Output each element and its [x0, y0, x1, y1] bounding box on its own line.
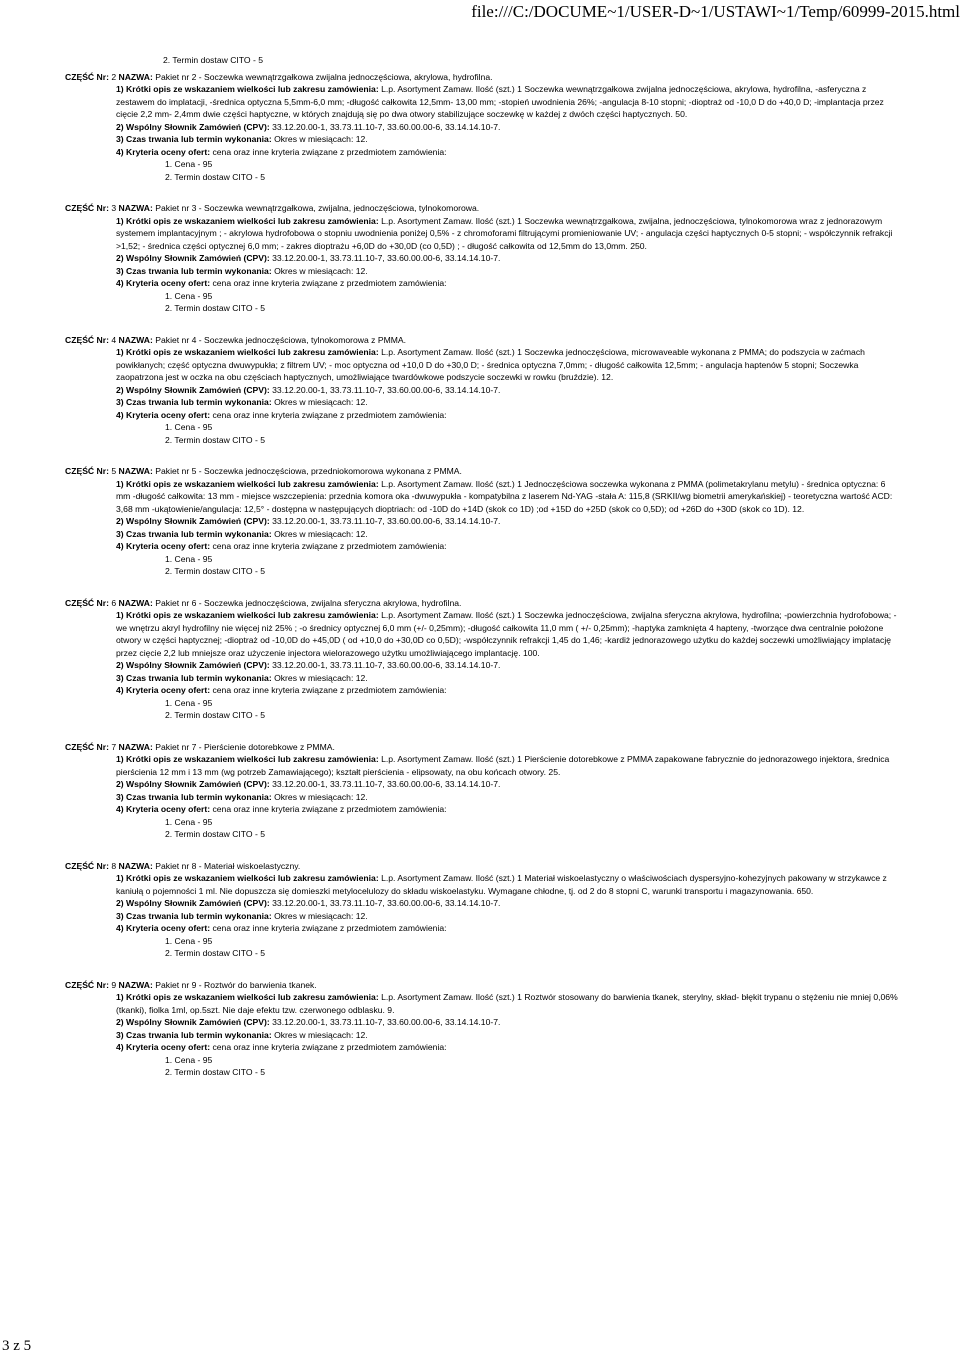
section-part-4: [0, 334, 960, 447]
duration-value: Okres w miesiącach: 12.: [274, 1029, 368, 1040]
criterion-delivery: 2. Termin dostaw CITO - 5: [165, 710, 265, 720]
cpv-label: 2) Wspólny Słownik Zamówień (CPV):: [116, 384, 270, 395]
part-label: CZĘŚĆ Nr:: [65, 466, 109, 476]
part-number: 7: [111, 741, 117, 752]
section-heading: [0, 979, 960, 992]
part-label: CZĘŚĆ Nr:: [65, 71, 109, 82]
criteria-label: 4) Kryteria oceny ofert:: [116, 146, 211, 157]
criteria-label: 4) Kryteria oceny ofert:: [116, 278, 211, 288]
criteria-value: cena oraz inne kryteria związane z przedmiotem zamówienia:: [212, 804, 447, 814]
criterion-delivery: 2. Termin dostaw CITO - 5: [165, 566, 265, 576]
description-row: [0, 478, 960, 516]
section-heading: [0, 71, 960, 84]
section-heading: [0, 202, 960, 215]
part-number: 2: [111, 71, 117, 82]
criteria-value: cena oraz inne kryteria związane z przedmiotem zamówienia:: [212, 1042, 447, 1052]
description-label: 1) Krótki opis ze wskazaniem wielkości lub zakresu zamówienia:: [116, 992, 379, 1002]
duration-row: [0, 265, 960, 278]
cpv-label: 2) Wspólny Słownik Zamówień (CPV):: [116, 516, 270, 526]
duration-value: Okres w miesiącach: 12.: [274, 528, 368, 539]
top-criteria-line: 2. Termin dostaw CITO - 5: [163, 55, 263, 65]
name-label: NAZWA:: [118, 860, 153, 871]
cpv-codes: 33.12.20.00-1, 33.73.11.10-7, 33.60.00.00-6, 33.14.14.10-7.: [272, 253, 501, 263]
criteria-label: 4) Kryteria oceny ofert:: [116, 409, 211, 420]
description-label: 1) Krótki opis ze wskazaniem wielkości lub zakresu zamówienia:: [116, 610, 379, 620]
description-text: L.p. Asortyment Zamaw. Ilość (szt.) 1 Jednoczęściowa soczewka wykonana z PMMA (polimetakrylanu metylu) - średnica optyczna: 6 mm -długość całkowita: 13 mm - miejsce wszczepienia: przednia komora oka -dwuwypukła - kompatybilna z laserem Nd-YAG -stała A: 115,8 (SRKII/wg biometrii amerykańskiej) - teoretyczna wartość ACD: 3,68 mm -ukątowienie/angulacja: 12,5° - dostępna w następujących dioptriach: od -10D do +14D (skok co 1D) ;od +15D do +25D (skok co 0,5D); od +26D do +30D (skok co 1D). 12.: [116, 478, 893, 514]
section-heading: [0, 741, 960, 754]
cpv-codes: 33.12.20.00-1, 33.73.11.10-7, 33.60.00.00-6, 33.14.14.10-7.: [272, 660, 501, 670]
part-label: CZĘŚĆ Nr:: [65, 203, 109, 213]
part-name: Pakiet nr 7 - Pierścienie dotorebkowe z PMMA.: [155, 741, 335, 752]
duration-row: [0, 528, 960, 541]
cpv-codes: 33.12.20.00-1, 33.73.11.10-7, 33.60.00.00-6, 33.14.14.10-7.: [272, 384, 501, 395]
description-text: L.p. Asortyment Zamaw. Ilość (szt.) 1 Soczewka wewnątrzgałkowa, zwijalna, jednoczęściowa, tylnokomorowa wraz z jednorazowym systemem implantacyjnym ; - akrylowa hydrofobowa o stopniu uwodnienia poniżej 0,5% - z chromoforami filtrującymi promieniowanie UV; - angulacja części haptycznych 0-5 stopni; - współczynnik refrakcji >1,52; - średnica części optycznej 6,0 mm; - zakres dioptrażu +6,0D do +30,0D (co 0,5D) ; - długość całkowita od 12,5mm do 13,0mm. 250.: [116, 215, 893, 251]
criterion-delivery: 2. Termin dostaw CITO - 5: [165, 303, 265, 313]
section-part-5: [0, 465, 960, 578]
part-number: 5: [111, 466, 117, 476]
duration-value: Okres w miesiącach: 12.: [274, 265, 368, 276]
duration-row: [0, 672, 960, 685]
part-label: CZĘŚĆ Nr:: [65, 860, 109, 871]
part-number: 8: [111, 860, 117, 871]
duration-label: 3) Czas trwania lub termin wykonania:: [116, 1029, 272, 1040]
description-label: 1) Krótki opis ze wskazaniem wielkości lub zakresu zamówienia:: [116, 215, 379, 226]
duration-row: [0, 791, 960, 804]
cpv-row: [0, 659, 960, 672]
description-row: [0, 215, 960, 253]
criterion-price: 1. Cena - 95: [165, 935, 213, 946]
duration-value: Okres w miesiącach: 12.: [274, 397, 368, 407]
part-number: 3: [111, 203, 117, 213]
criteria-label: 4) Kryteria oceny ofert:: [116, 685, 211, 695]
part-label: CZĘŚĆ Nr:: [65, 741, 109, 752]
name-label: NAZWA:: [118, 979, 153, 990]
section-part-9: [0, 979, 960, 1079]
cpv-label: 2) Wspólny Słownik Zamówień (CPV):: [116, 898, 270, 908]
duration-label: 3) Czas trwania lub termin wykonania:: [116, 910, 272, 921]
cpv-row: [0, 778, 960, 791]
section-heading: [0, 597, 960, 610]
description-text: L.p. Asortyment Zamaw. Ilość (szt.) 1 Roztwór stosowany do barwienia tkanek, sterylny, skład- błękit trypanu o stężeniu nie mniej 0,06% (tkanki), fiolka 1ml, op.5szt. Nie daje efektu tzw. czerwonego odblasku. 9.: [116, 992, 898, 1015]
criteria-row: [0, 277, 960, 290]
document-body: [0, 54, 960, 1079]
description-label: 1) Krótki opis ze wskazaniem wielkości lub zakresu zamówienia:: [116, 478, 379, 489]
criterion-delivery: 2. Termin dostaw CITO - 5: [165, 171, 265, 182]
part-label: CZĘŚĆ Nr:: [65, 979, 109, 990]
part-number: 9: [111, 979, 117, 990]
sections-list: [0, 71, 960, 1079]
criteria-row: [0, 540, 960, 553]
criteria-row: [0, 922, 960, 935]
part-name: Pakiet nr 3 - Soczewka wewnątrzgałkowa, zwijalna, jednoczęściowa, tylnokomorowa.: [155, 203, 480, 213]
criterion-price: 1. Cena - 95: [165, 697, 213, 708]
criteria-row: [0, 409, 960, 422]
criterion-price: 1. Cena - 95: [165, 1054, 213, 1065]
part-number: 6: [111, 597, 117, 608]
section-part-3: [0, 202, 960, 315]
duration-label: 3) Czas trwania lub termin wykonania:: [116, 397, 272, 407]
criterion-delivery: 2. Termin dostaw CITO - 5: [165, 434, 265, 445]
part-name: Pakiet nr 4 - Soczewka jednoczęściowa, tylnokomorowa z PMMA.: [155, 334, 407, 345]
name-label: NAZWA:: [118, 203, 153, 213]
criteria-label: 4) Kryteria oceny ofert:: [116, 804, 211, 814]
description-label: 1) Krótki opis ze wskazaniem wielkości lub zakresu zamówienia:: [116, 84, 379, 94]
name-label: NAZWA:: [118, 597, 153, 608]
description-label: 1) Krótki opis ze wskazaniem wielkości lub zakresu zamówienia:: [116, 873, 379, 883]
description-text: L.p. Asortyment Zamaw. Ilość (szt.) 1 Pierścienie dotorebkowe z PMMA zapakowane fabrycznie do jednorazowego injektora, średnica pierścienia 12 mm i 13 mm (wg potrzeb Zamawiającego); kształt pierścienia - elipsowaty, na obu końcach otwory. 25.: [116, 754, 890, 777]
cpv-codes: 33.12.20.00-1, 33.73.11.10-7, 33.60.00.00-6, 33.14.14.10-7.: [272, 516, 501, 526]
part-number: 4: [111, 334, 117, 345]
cpv-row: [0, 121, 960, 134]
criteria-label: 4) Kryteria oceny ofert:: [116, 923, 211, 933]
criteria-row: [0, 803, 960, 816]
description-label: 1) Krótki opis ze wskazaniem wielkości lub zakresu zamówienia:: [116, 347, 379, 357]
duration-label: 3) Czas trwania lub termin wykonania:: [116, 672, 272, 683]
criteria-row: [0, 1041, 960, 1054]
criteria-value: cena oraz inne kryteria związane z przedmiotem zamówienia:: [212, 146, 447, 157]
description-text: L.p. Asortyment Zamaw. Ilość (szt.) 1 Soczewka jednoczęściowa, microwaveable wykonana z PMMA; do podszycia w zaćmach powikłanych; część optyczna dwuwypukła; z filtrem UV; - moc optyczna od +10,0 D do +30,0 D; - średnica optyczna 7,0mm; - długość całkowita 12,5mm; - angulacja haptenów 5 stopni; Soczewka zaopatrzona jest w oczka na obu częściach haptycznych, umożliwiające twardówkowe podszycie soczewki w rowku (bruździe). 12.: [116, 347, 865, 382]
part-name: Pakiet nr 9 - Roztwór do barwienia tkanek.: [155, 979, 317, 990]
description-row: [0, 346, 960, 384]
duration-label: 3) Czas trwania lub termin wykonania:: [116, 134, 272, 144]
section-part-7: [0, 741, 960, 841]
cpv-label: 2) Wspólny Słownik Zamówień (CPV):: [116, 779, 270, 789]
description-row: [0, 753, 960, 778]
criterion-price: 1. Cena - 95: [165, 159, 213, 169]
part-label: CZĘŚĆ Nr:: [65, 597, 109, 608]
duration-row: [0, 133, 960, 146]
cpv-codes: 33.12.20.00-1, 33.73.11.10-7, 33.60.00.00-6, 33.14.14.10-7.: [272, 1017, 501, 1027]
section-heading: [0, 334, 960, 347]
page-header-path: file:///C:/DOCUME~1/USER-D~1/USTAWI~1/Temp/60999-2015.html: [471, 2, 960, 21]
cpv-codes: 33.12.20.00-1, 33.73.11.10-7, 33.60.00.00-6, 33.14.14.10-7.: [272, 121, 501, 132]
part-name: Pakiet nr 5 - Soczewka jednoczęściowa, przedniokomorowa wykonana z PMMA.: [155, 466, 462, 476]
duration-row: [0, 910, 960, 923]
description-label: 1) Krótki opis ze wskazaniem wielkości lub zakresu zamówienia:: [116, 754, 379, 764]
criteria-row: [0, 684, 960, 697]
criteria-value: cena oraz inne kryteria związane z przedmiotem zamówienia:: [212, 541, 447, 551]
section-part-8: [0, 860, 960, 960]
section-heading: [0, 465, 960, 478]
duration-value: Okres w miesiącach: 12.: [274, 134, 368, 144]
criteria-label: 4) Kryteria oceny ofert:: [116, 1042, 211, 1052]
name-label: NAZWA:: [118, 334, 153, 345]
description-row: [0, 991, 960, 1016]
duration-value: Okres w miesiącach: 12.: [274, 672, 368, 683]
description-row: [0, 609, 960, 659]
cpv-label: 2) Wspólny Słownik Zamówień (CPV):: [116, 253, 270, 263]
duration-value: Okres w miesiącach: 12.: [274, 910, 368, 921]
criteria-value: cena oraz inne kryteria związane z przedmiotem zamówienia:: [212, 685, 447, 695]
part-name: Pakiet nr 6 - Soczewka jednoczęściowa, zwijalna sferyczna akrylowa, hydrofilna.: [155, 597, 462, 608]
criteria-value: cena oraz inne kryteria związane z przedmiotem zamówienia:: [212, 409, 447, 420]
criterion-delivery: 2. Termin dostaw CITO - 5: [165, 948, 265, 958]
name-label: NAZWA:: [118, 466, 153, 476]
cpv-row: [0, 252, 960, 265]
criterion-price: 1. Cena - 95: [165, 816, 213, 827]
criteria-value: cena oraz inne kryteria związane z przedmiotem zamówienia:: [212, 923, 447, 933]
criteria-label: 4) Kryteria oceny ofert:: [116, 541, 211, 551]
part-name: Pakiet nr 2 - Soczewka wewnątrzgałkowa zwijalna jednoczęściowa, akrylowa, hydrofilna.: [155, 71, 493, 82]
description-row: [0, 83, 960, 121]
criterion-price: 1. Cena - 95: [165, 290, 213, 301]
cpv-row: [0, 384, 960, 397]
page-number: 3 z 5: [2, 1338, 32, 1354]
description-row: [0, 872, 960, 897]
name-label: NAZWA:: [118, 71, 153, 82]
duration-value: Okres w miesiącach: 12.: [274, 791, 368, 802]
section-part-6: [0, 597, 960, 722]
name-label: NAZWA:: [118, 741, 153, 752]
criteria-row: [0, 146, 960, 159]
cpv-codes: 33.12.20.00-1, 33.73.11.10-7, 33.60.00.00-6, 33.14.14.10-7.: [272, 898, 501, 908]
cpv-codes: 33.12.20.00-1, 33.73.11.10-7, 33.60.00.00-6, 33.14.14.10-7.: [272, 779, 501, 789]
cpv-row: [0, 897, 960, 910]
cpv-label: 2) Wspólny Słownik Zamówień (CPV):: [116, 121, 270, 132]
criteria-value: cena oraz inne kryteria związane z przedmiotem zamówienia:: [212, 278, 447, 288]
duration-row: [0, 396, 960, 409]
criterion-price: 1. Cena - 95: [165, 553, 213, 564]
criterion-delivery: 2. Termin dostaw CITO - 5: [165, 1067, 265, 1077]
criterion-price: 1. Cena - 95: [165, 422, 213, 432]
cpv-row: [0, 515, 960, 528]
duration-row: [0, 1029, 960, 1042]
cpv-row: [0, 1016, 960, 1029]
description-text: L.p. Asortyment Zamaw. Ilość (szt.) 1 Soczewka wewnątrzgałkowa zwijalna jednoczęściowa, akrylowa, hydrofilna, -asferyczna z zestawem do implatacji, -średnica optyczna 5,5mm-6,0 mm; -długość całkowita 12,5mm- 13,00 mm; -stopień uwodnienia 26%; -angulacja 8-10 stopni; -dioptraż od -10,0 D do +40,0 D; -implantacja przez cięcie 2,2 mm- 2,4mm dwie części haptyczne, w których znajdują się po dwa otwory stabilizujące soczewkę w każdej z dwóch części haptycznych. 50.: [116, 84, 884, 119]
criterion-delivery: 2. Termin dostaw CITO - 5: [165, 829, 265, 839]
cpv-label: 2) Wspólny Słownik Zamówień (CPV):: [116, 660, 270, 670]
section-heading: [0, 860, 960, 873]
duration-label: 3) Czas trwania lub termin wykonania:: [116, 791, 272, 802]
description-text: L.p. Asortyment Zamaw. Ilość (szt.) 1 Soczewka jednoczęściowa, zwijalna sferyczna akrylowa, hydrofilna; -powierzchnia hydrofobowa; -we wnętrzu akryl hydrofilny nie więcej niż 25% ; -o średnicy optycznej 6,0 mm (+/- 0,25mm); -długość całkowita 11,0 mm ( +/- 0,25mm); -haptyka zamknięta 4 hapteny, -tworzące dwa centralnie położone otwory w części haptycznej; -dioptraż od -10,0D do +45,0D ( od +10,0 do +30,0D co 0,5D); -współczynnik refrakcji 1,45 do 1,46; -kardiż jednorazowego użytku do każdej soczewki umożliwiający implatację przez cięcie 2,2 lub mniejsze oraz użyczenie injectora wielorazowego użytku umożliwiającego implantację. 100.: [116, 610, 897, 658]
part-label: CZĘŚĆ Nr:: [65, 334, 109, 345]
section-part-2: [0, 71, 960, 184]
duration-label: 3) Czas trwania lub termin wykonania:: [116, 528, 272, 539]
duration-label: 3) Czas trwania lub termin wykonania:: [116, 265, 272, 276]
cpv-label: 2) Wspólny Słownik Zamówień (CPV):: [116, 1017, 270, 1027]
part-name: Pakiet nr 8 - Materiał wiskoelastyczny.: [155, 860, 301, 871]
description-text: L.p. Asortyment Zamaw. Ilość (szt.) 1 Materiał wiskoelastyczny o właściwościach dyspersyjno-kohezyjnych pakowany w strzykawce z kaniułą o pojemności 1 ml. Nie dopuszcza się domieszki metylocelulozy do składu wiskoelastyku. Wymagane chłodne, tj. od 2 do 8 stopni C, warunki transportu i magazynowania. 650.: [116, 873, 887, 896]
